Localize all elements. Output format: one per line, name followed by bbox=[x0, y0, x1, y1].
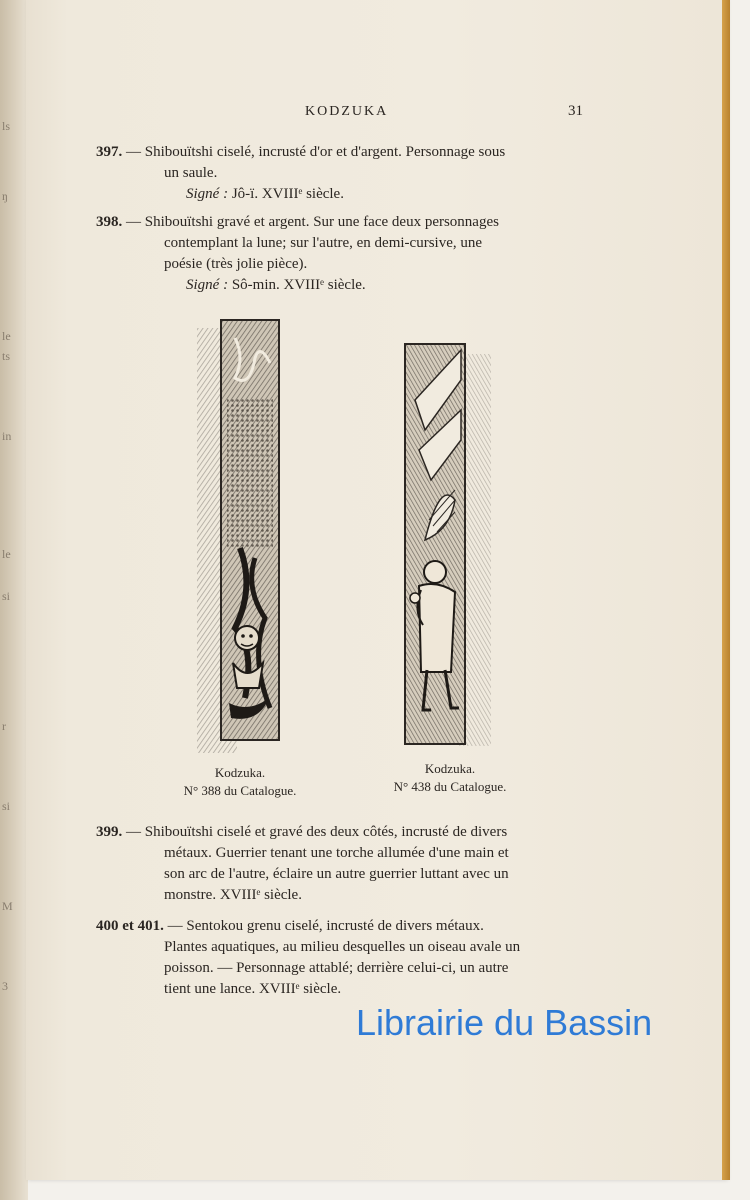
entry-text: contemplant la lune; sur l'autre, en demi-cursive, une bbox=[164, 235, 483, 251]
entry-text: tient une lance. XVIIIᵉ siècle. bbox=[164, 981, 342, 997]
kodzuka-438-illustration bbox=[395, 340, 495, 750]
figure-reference: N° 438 du Catalogue. bbox=[393, 779, 507, 794]
entry-text: son arc de l'autre, éclaire un autre guerrier luttant avec un bbox=[164, 866, 509, 882]
entry-number: 400 et 401. bbox=[96, 918, 164, 934]
figure-reference: N° 388 du Catalogue. bbox=[183, 783, 297, 798]
signed-label: Signé : bbox=[186, 277, 229, 293]
entry-text: — Shibouïtshi ciselé et gravé des deux côtés, incrusté de divers bbox=[126, 824, 508, 840]
catalogue-entry-400-401 bbox=[96, 916, 591, 1000]
entry-text: poésie (très jolie pièce). bbox=[164, 256, 308, 272]
entry-number: 397. bbox=[96, 144, 123, 160]
signed-label: Signé : bbox=[186, 186, 229, 202]
page-edge bbox=[722, 0, 730, 1180]
kodzuka-388-illustration bbox=[195, 318, 295, 753]
entry-number: 399. bbox=[96, 824, 123, 840]
entry-text: poisson. — Personnage attablé; derrière celui-ci, un autre bbox=[164, 960, 509, 976]
entry-number: 398. bbox=[96, 214, 123, 230]
figure-title: Kodzuka. bbox=[424, 761, 476, 776]
entry-text: — Shibouïtshi ciselé, incrusté d'or et d'argent. Personnage sous bbox=[126, 144, 506, 160]
signed-text: Jô-ï. XVIIIᵉ siècle. bbox=[231, 186, 344, 202]
figure-caption-right bbox=[355, 760, 545, 796]
watermark: Librairie du Bassin bbox=[356, 1002, 653, 1043]
entry-text: monstre. XVIIIᵉ siècle. bbox=[164, 887, 302, 903]
page-number: 31 bbox=[568, 103, 583, 119]
entry-text: un saule. bbox=[164, 165, 218, 181]
figure-caption-left bbox=[150, 764, 330, 800]
running-header: KODZUKA bbox=[305, 104, 389, 119]
catalogue-entry-398 bbox=[96, 212, 591, 296]
catalogue-entry-397 bbox=[96, 142, 591, 205]
entry-text: — Shibouïtshi gravé et argent. Sur une face deux personnages bbox=[126, 214, 499, 230]
signed-text: Sô-min. XVIIIᵉ siècle. bbox=[231, 277, 366, 293]
entry-text: métaux. Guerrier tenant une torche allumée d'une main et bbox=[164, 845, 509, 861]
entry-text: — Sentokou grenu ciselé, incrusté de divers métaux. bbox=[167, 918, 484, 934]
entry-text: Plantes aquatiques, au milieu desquelles un oiseau avale un bbox=[164, 939, 521, 955]
figure-title: Kodzuka. bbox=[214, 765, 266, 780]
facing-page-bleed: ls ŋ le ts in le si r si M 3 bbox=[2, 119, 13, 993]
catalogue-entry-399 bbox=[96, 822, 591, 906]
